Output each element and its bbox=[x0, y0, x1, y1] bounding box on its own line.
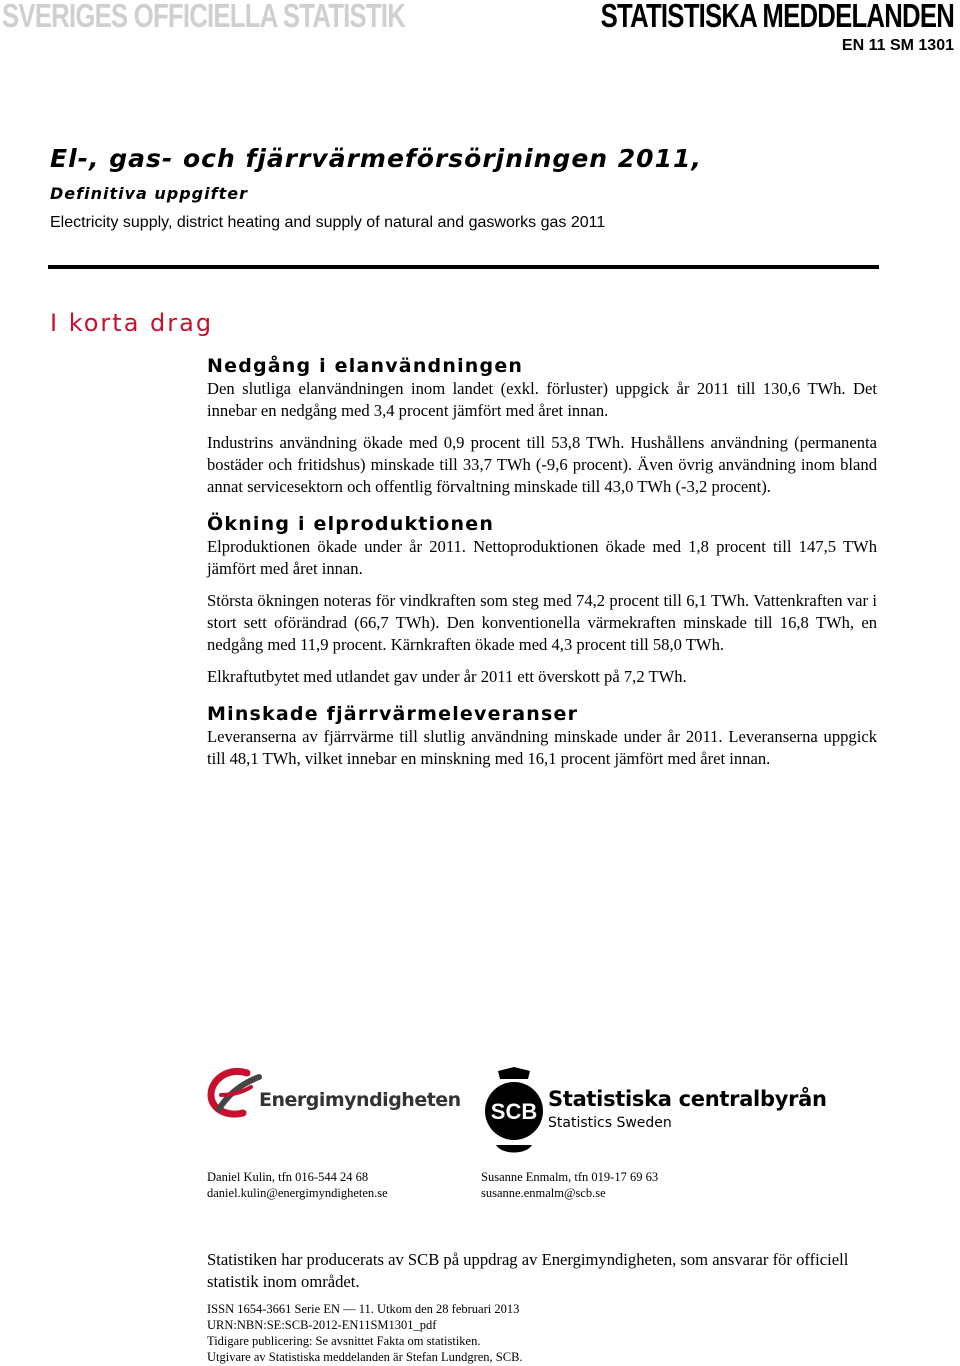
energimyndigheten-swoosh-icon bbox=[207, 1065, 263, 1125]
section-heading-electricity-production: Ökning i elproduktionen bbox=[207, 513, 495, 535]
paragraph: Den slutliga elanvändningen inom landet (exkl. förluster) uppgick år 2011 till 130,6 TWh. Det innebar en nedgång med 3,4 procent jämfört med året innan. bbox=[207, 379, 877, 420]
issn-line: ISSN 1654-3661 Serie EN — 11. Utkom den 28 februari 2013 bbox=[207, 1302, 520, 1316]
scb-logo bbox=[484, 1067, 844, 1157]
series-code: EN 11 SM 1301 bbox=[841, 37, 954, 54]
publisher-line: Utgivare av Statistiska meddelanden är Stefan Lundgren, SCB. bbox=[207, 1350, 523, 1364]
producer-note: Statistiken har producerats av SCB på uppdrag av Energimyndigheten, som ansvarar för officiell statistik inom området. bbox=[207, 1250, 849, 1291]
paragraph: Leveranserna av fjärrvärme till slutlig användning minskade under år 2011. Leveranserna uppgick till 48,1 TWh, vilket innebar en minskning med 16,1 procent jämfört med året innan. bbox=[207, 727, 877, 768]
energimyndigheten-logo bbox=[207, 1065, 461, 1125]
summary-content bbox=[207, 354, 877, 770]
summary-heading: I korta drag bbox=[50, 309, 214, 337]
scb-wordmark: Statistiska centralbyrån bbox=[548, 1087, 827, 1111]
urn-line: URN:NBN:SE:SCB-2012-EN11SM1301_pdf bbox=[207, 1318, 437, 1332]
contact-email[interactable]: daniel.kulin@energimyndigheten.se bbox=[207, 1186, 388, 1200]
energimyndigheten-wordmark: Energimyndigheten bbox=[259, 1089, 461, 1111]
scb-emblem-text: SCB bbox=[490, 1099, 538, 1124]
publication-metadata bbox=[207, 1301, 523, 1365]
series-banner-title: STATISTISKA MEDDELANDEN bbox=[600, 0, 954, 34]
paragraph: Elproduktionen ökade under år 2011. Nettoproduktionen ökade med 1,8 procent till 147,5 TWh jämfört med året innan. bbox=[207, 537, 877, 578]
document-subtitle: Definitiva uppgifter bbox=[50, 184, 248, 203]
contact-scb bbox=[481, 1169, 658, 1201]
document-title: El-, gas- och fjärrvärmeförsörjningen 2011, bbox=[50, 144, 702, 173]
paragraph: Elkraftutbytet med utlandet gav under år 2011 ett överskott på 7,2 TWh. bbox=[207, 667, 687, 686]
contact-name-phone: Susanne Enmalm, tfn 019-17 69 63 bbox=[481, 1170, 659, 1184]
section-heading-electricity-use: Nedgång i elanvändningen bbox=[207, 355, 524, 377]
scb-emblem-icon bbox=[484, 1067, 544, 1155]
paragraph: Största ökningen noteras för vindkraften som steg med 74,2 procent till 6,1 TWh. Vattenkraften var i stort sett oförändrad (66,7 TWh). Den konventionella värmekraften minskade till 16,8 TWh, en nedgång med 11,9 procent. Kärnkraften ökade med 4,3 procent till 58,0 TWh. bbox=[207, 591, 877, 654]
contact-name-phone: Daniel Kulin, tfn 016-544 24 68 bbox=[207, 1170, 369, 1184]
contact-energimyndigheten bbox=[207, 1169, 388, 1201]
title-divider bbox=[48, 265, 879, 269]
previous-publication-line: Tidigare publicering: Se avsnittet Fakta om statistiken. bbox=[207, 1334, 481, 1348]
scb-wordmark-english: Statistics Sweden bbox=[548, 1115, 672, 1131]
contact-email[interactable]: susanne.enmalm@scb.se bbox=[481, 1186, 606, 1200]
series-banner-grey: SVERIGES OFFICIELLA STATISTIK bbox=[2, 0, 406, 34]
english-title: Electricity supply, district heating and supply of natural and gasworks gas 2011 bbox=[50, 214, 606, 231]
paragraph: Industrins användning ökade med 0,9 procent till 53,8 TWh. Hushållens användning (permanenta bostäder och fritidshus) minskade till 33,7 TWh (-9,6 procent). Även övrig användning inom bland annat servicesektorn och offentlig förvaltning minskade till 43,0 TWh (-3,2 procent). bbox=[207, 433, 877, 496]
section-heading-district-heating: Minskade fjärrvärmeleveranser bbox=[207, 703, 579, 725]
